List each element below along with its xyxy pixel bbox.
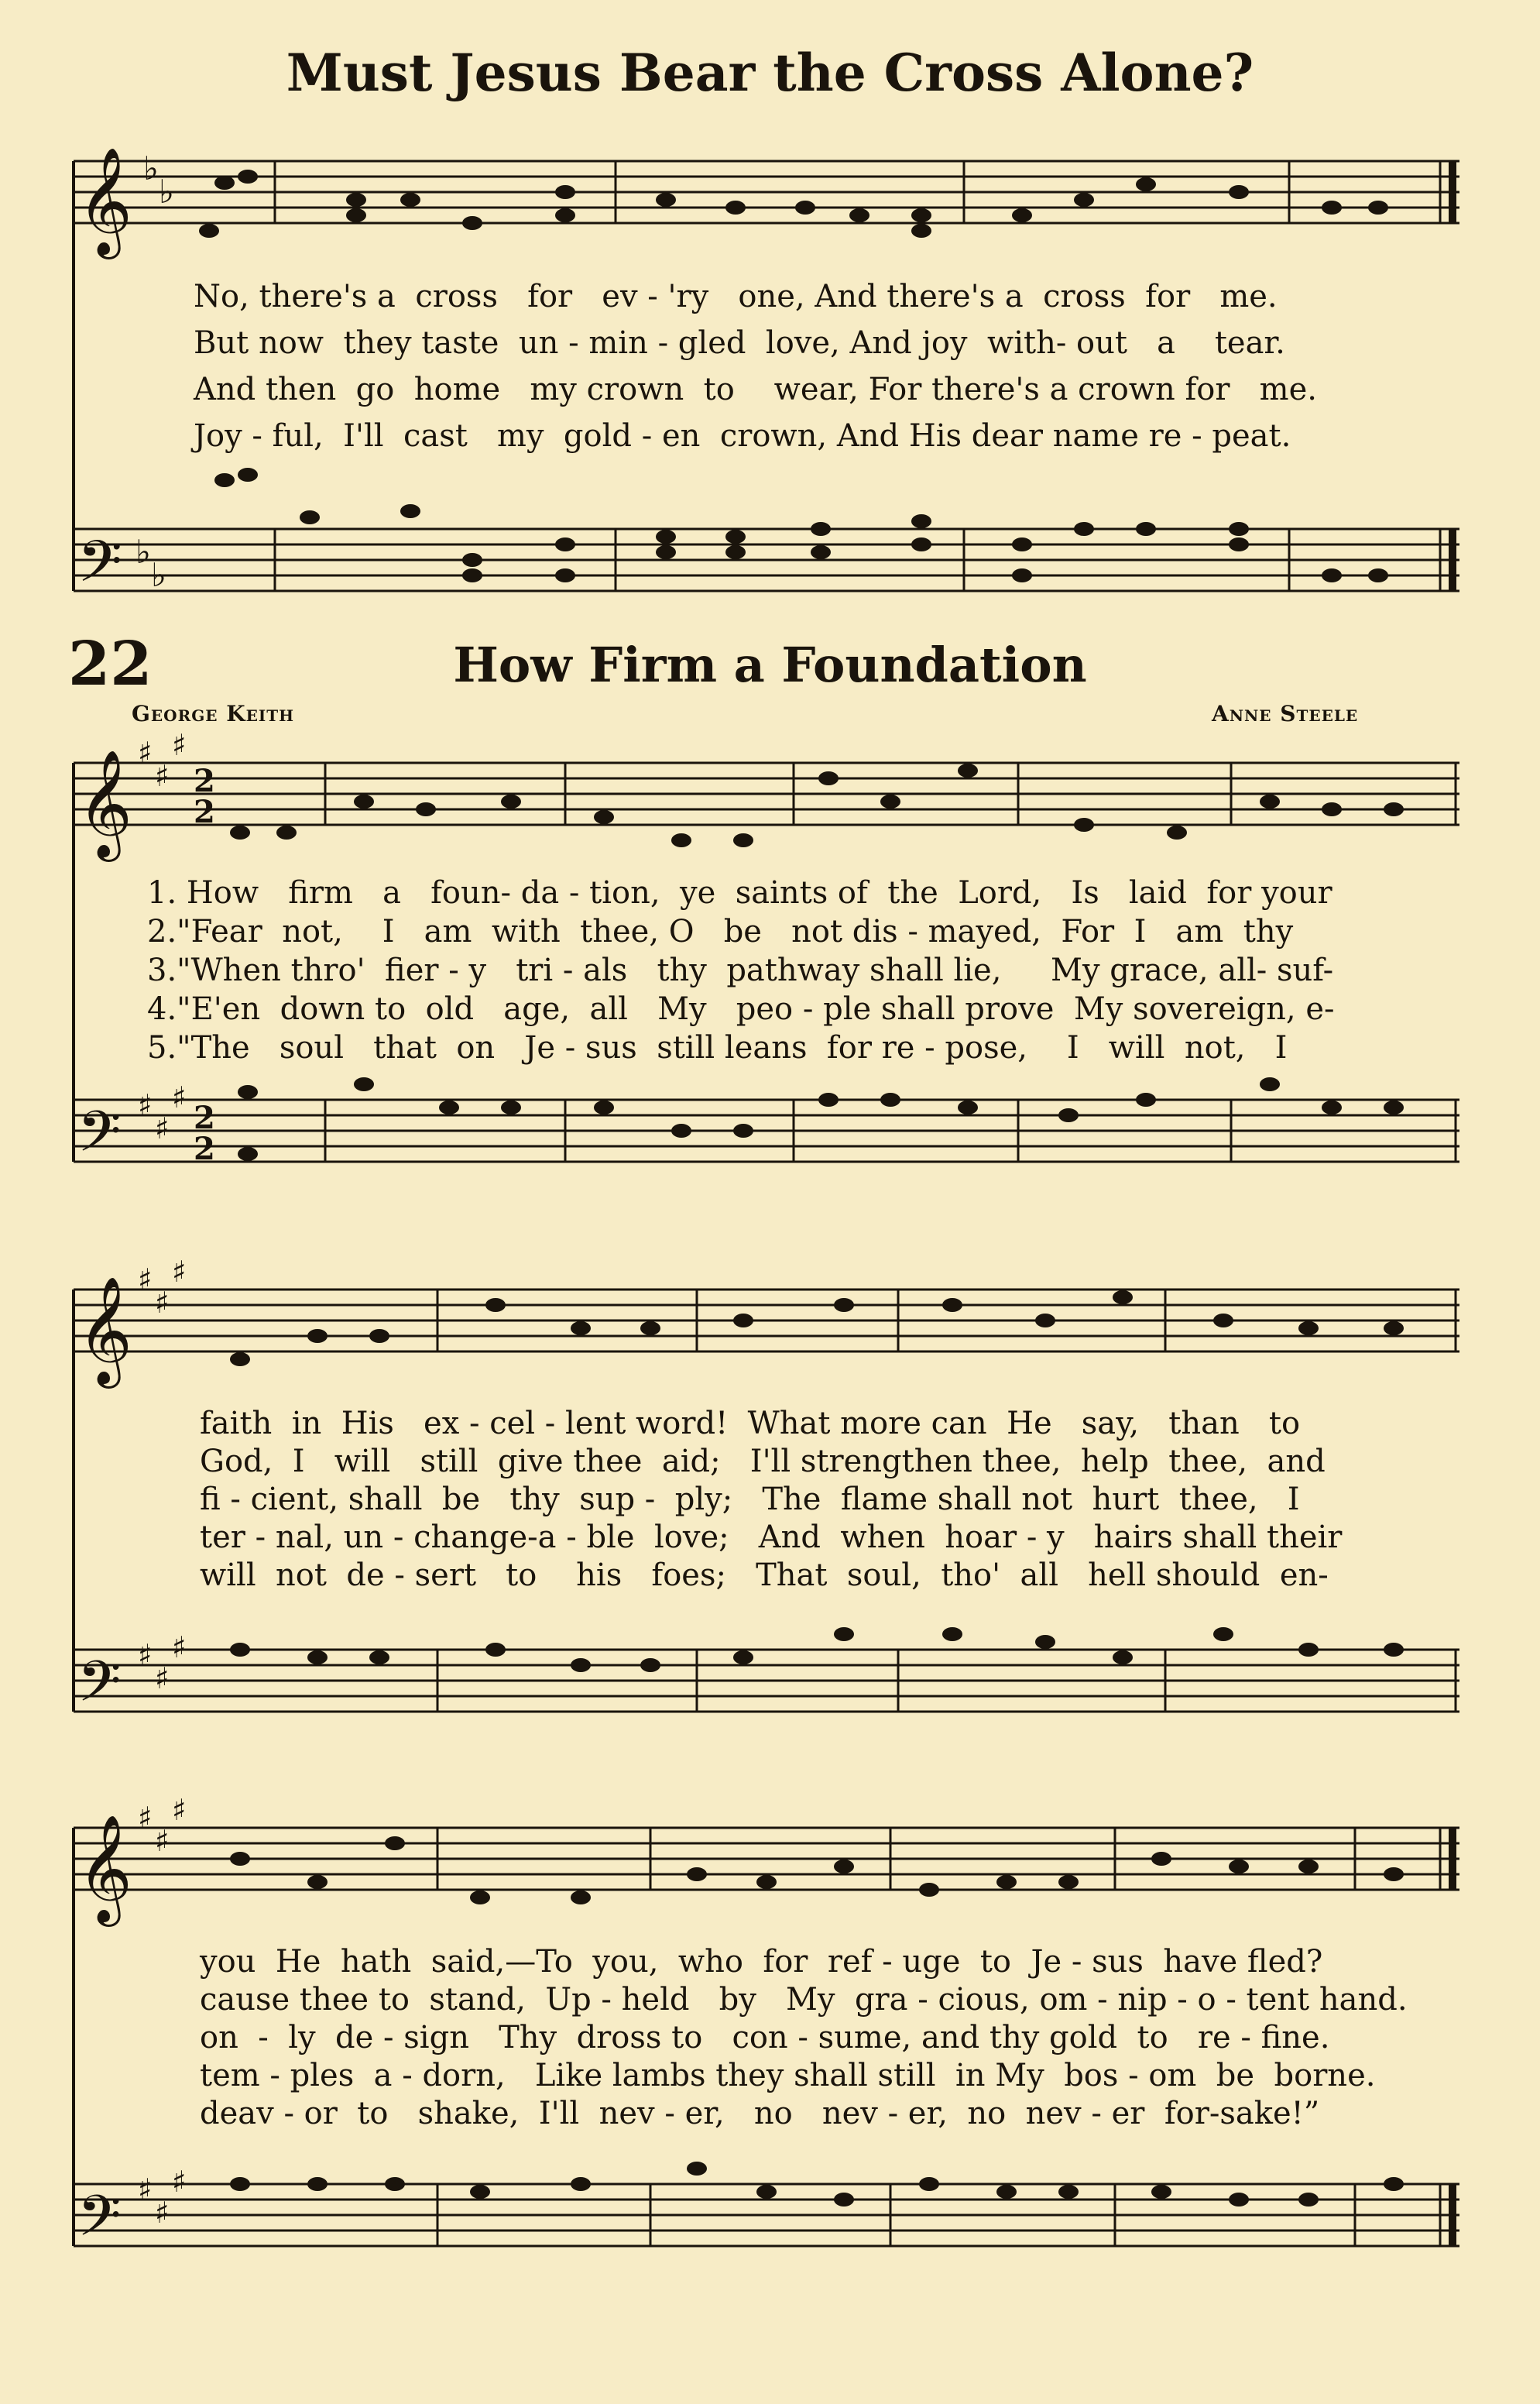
hymn22-s3-verse-4: tem - ples a - dorn, Like lambs they shall still in My bos - om be borne. <box>200 2058 1376 2093</box>
svg-text:𝄢: 𝄢 <box>77 528 122 610</box>
svg-text:♯: ♯ <box>172 728 187 762</box>
credit-right: Anne Steele <box>1212 701 1359 726</box>
svg-text:𝄞: 𝄞 <box>77 147 132 255</box>
hymn22-s1-verse-3: 3."When thro' fier - y tri - als thy pathway shall lie, My grace, all- suf- <box>147 953 1334 988</box>
svg-text:♯: ♯ <box>138 736 153 770</box>
svg-text:2: 2 <box>194 1100 215 1136</box>
hymn-title: How Firm a Foundation <box>453 637 1087 693</box>
svg-text:♭: ♭ <box>151 556 166 594</box>
svg-text:♯: ♯ <box>138 1801 153 1835</box>
svg-text:♯: ♯ <box>172 1630 187 1664</box>
svg-text:2: 2 <box>194 763 215 799</box>
hymn22-s1-verse-4: 4."E'en down to old age, all My peo - ple shall prove My sovereign, e- <box>147 991 1335 1027</box>
top-verse-3: And then go home my crown to wear, For there's a crown for me. <box>194 372 1317 407</box>
hymn22-s3-verse-2: cause thee to stand, Up - held by My gra - cious, om - nip - o - tent hand. <box>200 1982 1408 2018</box>
top-verse-2: But now they taste un - min - gled love, And joy with- out a tear. <box>194 325 1285 361</box>
svg-text:𝄢: 𝄢 <box>77 1648 122 1728</box>
top-verse-1: No, there's a cross for ev - 'ry one, And there's a cross for me. <box>194 279 1278 314</box>
svg-text:𝄞: 𝄞 <box>77 1815 132 1922</box>
hymn-number: 22 <box>68 629 153 699</box>
svg-text:♯: ♯ <box>138 1262 153 1296</box>
svg-text:2: 2 <box>194 794 215 830</box>
top-hymn-title: Must Jesus Bear the Cross Alone? <box>286 43 1254 103</box>
svg-text:♯: ♯ <box>155 1286 170 1320</box>
svg-text:♯: ♯ <box>138 1088 153 1122</box>
svg-text:𝄢: 𝄢 <box>77 2182 122 2262</box>
svg-text:♯: ♯ <box>138 2172 153 2207</box>
svg-text:♯: ♯ <box>155 1661 170 1695</box>
svg-text:𝄞: 𝄞 <box>77 1276 132 1384</box>
credit-left: George Keith <box>132 701 294 726</box>
svg-text:♯: ♯ <box>155 1824 170 1858</box>
svg-text:♯: ♯ <box>155 2196 170 2230</box>
hymn22-s2-verse-2: God, I will still give thee aid; I'll strengthen thee, help thee, and <box>200 1444 1326 1479</box>
top-verse-4: Joy - ful, I'll cast my gold - en crown, And His dear name re - peat. <box>194 418 1291 454</box>
hymn22-s3-verse-3: on - ly de - sign Thy dross to con - sume, and thy gold to re - fine. <box>200 2020 1330 2055</box>
svg-text:2: 2 <box>194 1131 215 1167</box>
svg-text:♯: ♯ <box>172 1080 187 1114</box>
svg-text:♯: ♯ <box>172 1255 187 1289</box>
svg-text:♯: ♯ <box>172 1793 187 1827</box>
svg-text:𝄞: 𝄞 <box>77 750 132 857</box>
svg-text:♭: ♭ <box>135 533 151 571</box>
svg-text:♯: ♯ <box>155 759 170 793</box>
hymn22-s3-verse-1: you He hath said,—To you, who for ref - uge to Je - sus have fled? <box>200 1944 1323 1980</box>
hymn22-s1-verse-2: 2."Fear not, I am with thee, O be not dis - mayed, For I am thy <box>147 914 1294 950</box>
hymn22-s1-verse-1: 1. How firm a foun- da - tion, ye saints of the Lord, Is laid for your <box>147 875 1332 911</box>
hymn22-s1-verse-5: 5."The soul that on Je - sus still leans for re - pose, I will not, I <box>147 1030 1288 1066</box>
svg-text:♯: ♯ <box>155 1111 170 1145</box>
svg-text:𝄢: 𝄢 <box>77 1098 122 1178</box>
svg-text:♭: ♭ <box>143 149 159 187</box>
svg-text:♯: ♯ <box>138 1638 153 1672</box>
hymn22-s3-verse-5: deav - or to shake, I'll nev - er, no nev - er, no nev - er for-sake!” <box>200 2096 1320 2131</box>
hymn22-s2-verse-1: faith in His ex - cel - lent word! What more can He say, than to <box>200 1406 1301 1441</box>
hymn22-s2-verse-5: will not de - sert to his foes; That soul, tho' all hell should en- <box>200 1557 1329 1593</box>
svg-text:♭: ♭ <box>159 173 174 211</box>
hymn22-s2-verse-3: fi - cient, shall be thy sup - ply; The flame shall not hurt thee, I <box>200 1482 1300 1517</box>
svg-text:♯: ♯ <box>172 2165 187 2199</box>
hymn22-s2-verse-4: ter - nal, un - change-a - ble love; And when hoar - y hairs shall their <box>200 1520 1343 1555</box>
